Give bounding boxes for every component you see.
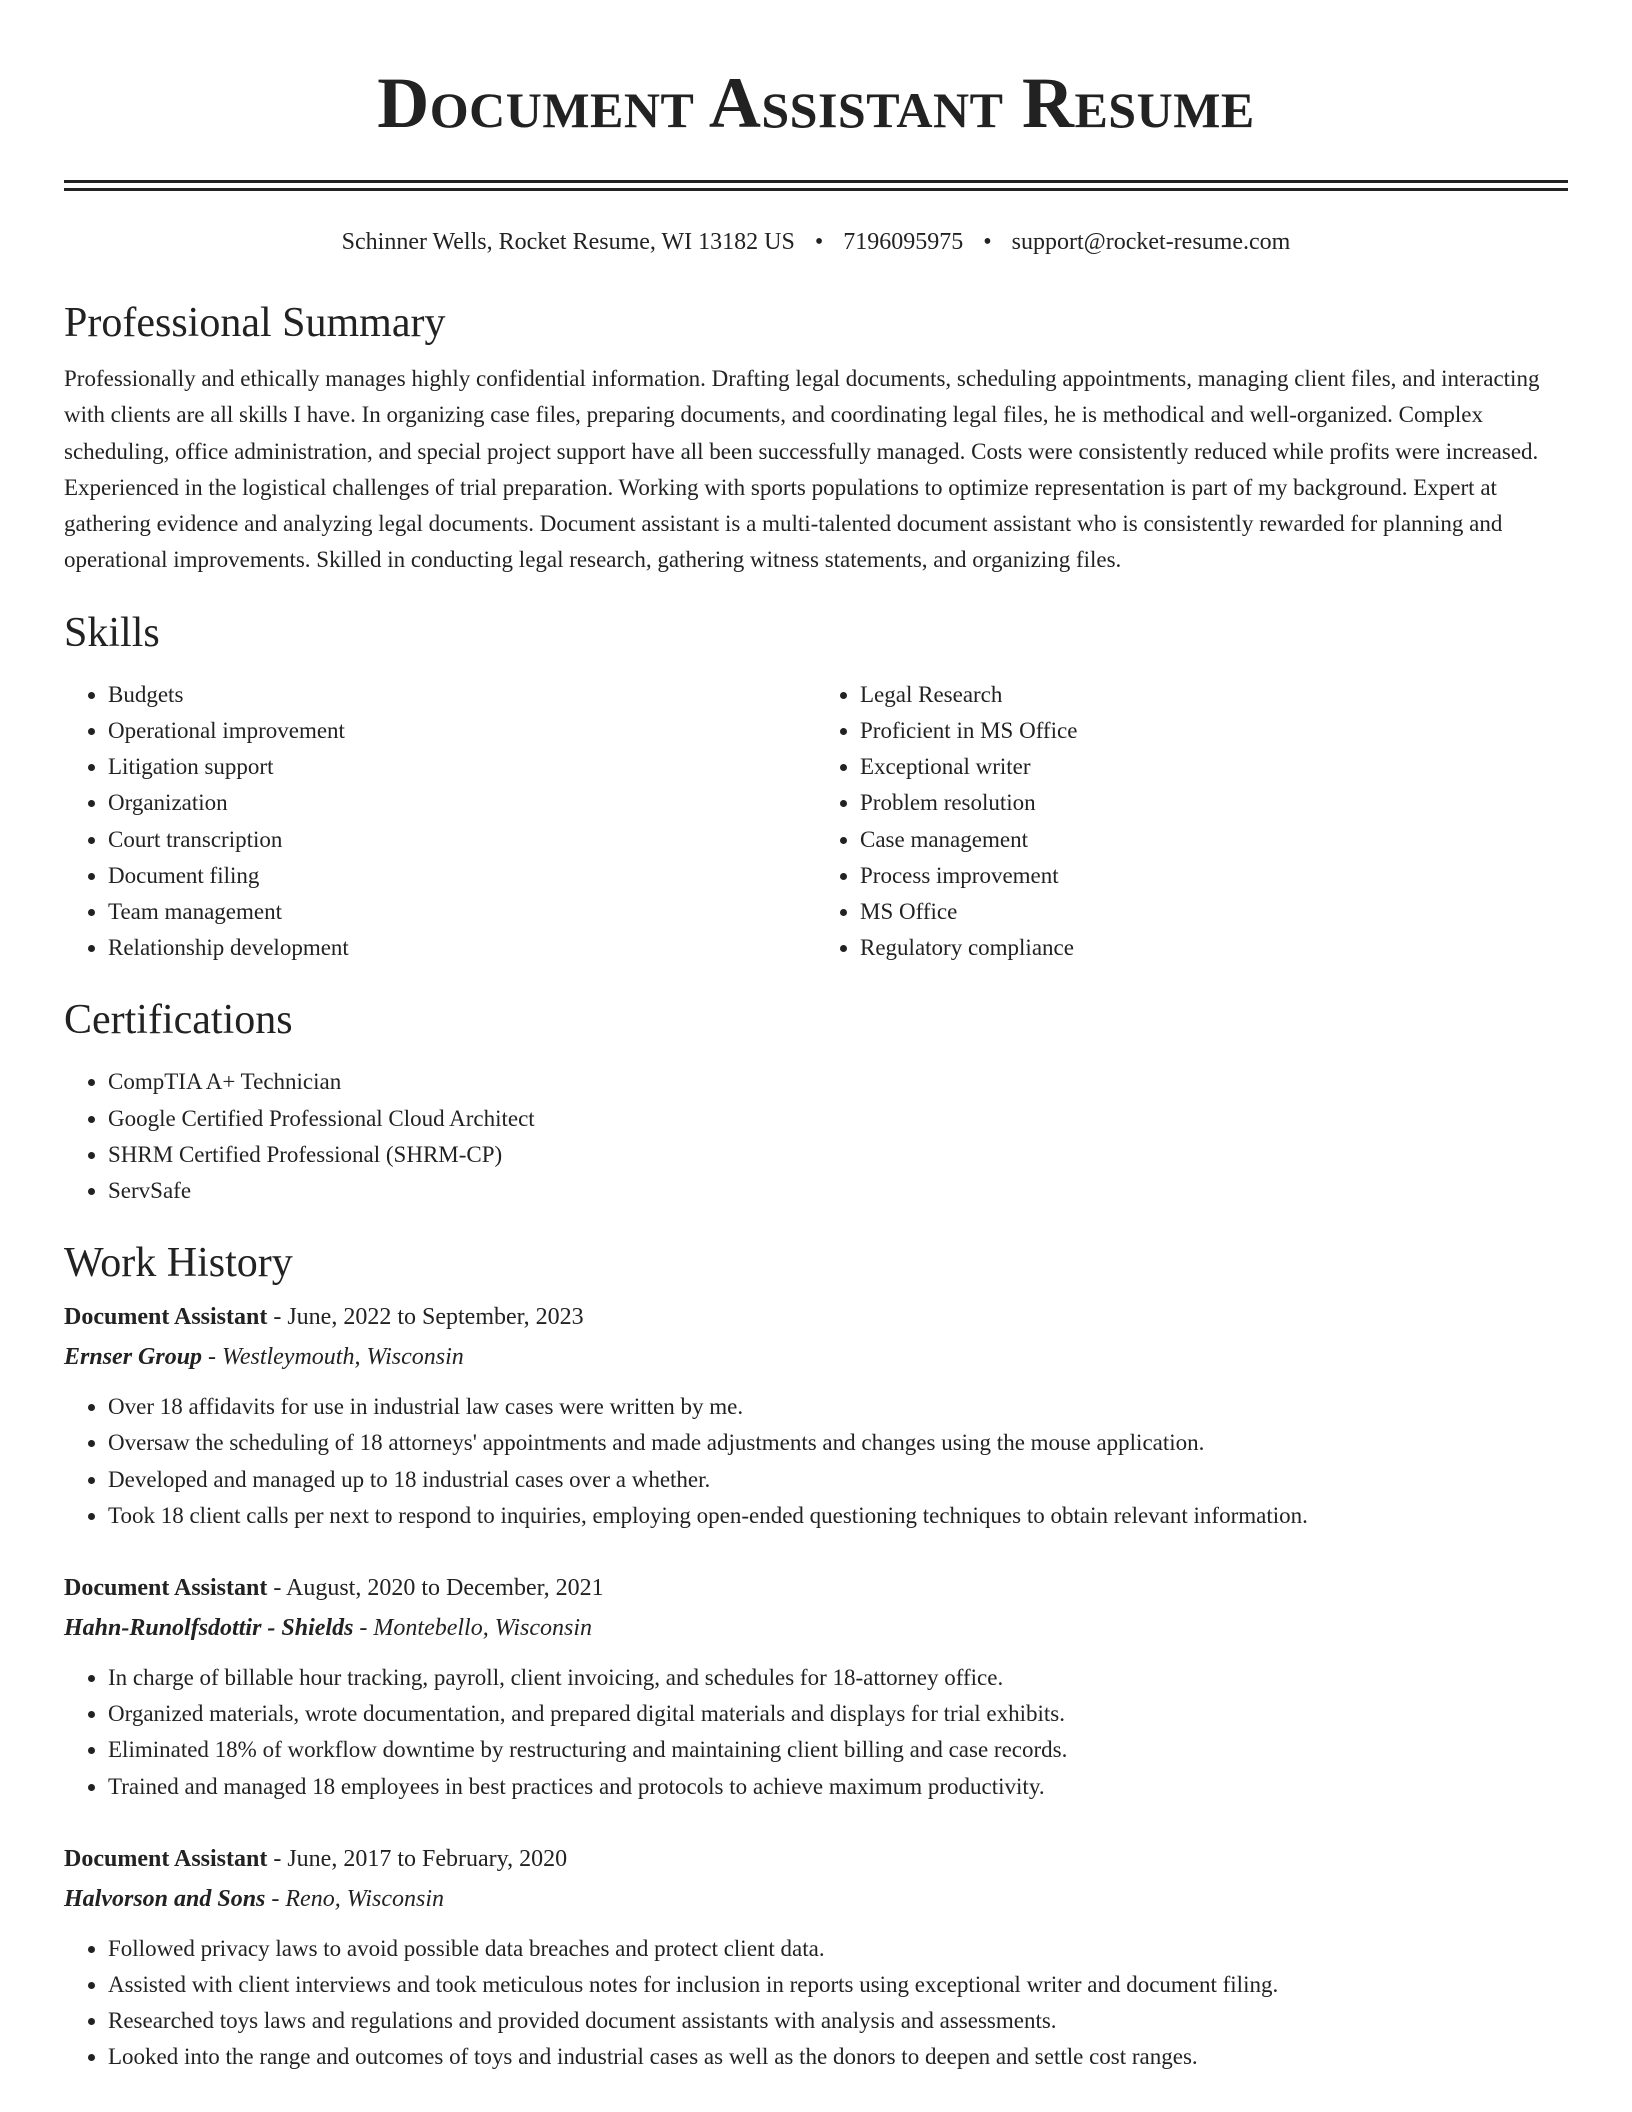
skill-item: • Process improvement (860, 858, 1568, 894)
job-entry (64, 1839, 1568, 2076)
job-employer-line (64, 1608, 1568, 1648)
skill-item: • Relationship development (108, 930, 816, 966)
job-duty: • Oversaw the scheduling of 18 attorneys' appointments and made adjustments and changes using the mouse application. (108, 1425, 1568, 1461)
job-entry (64, 1568, 1568, 1805)
contact-separator: • (983, 229, 992, 255)
skill-item: • Case management (860, 822, 1568, 858)
skill-item: • Team management (108, 894, 816, 930)
job-duty: • Organized materials, wrote documentation, and prepared digital materials and displays for trial exhibits. (108, 1696, 1568, 1732)
summary-text: Professionally and ethically manages highly confidential information. Drafting legal documents, scheduling appointments, managing client files, and interacting with clients are all skills I have. In organizing case files, preparing documents, and coordinating legal files, he is methodical and well-organized. Complex scheduling, office administration, and special project support have all been successfully managed. Costs were consistently reduced while profits were increased. Experienced in the logistical challenges of trial preparation. Working with sports populations to optimize representation is part of my background. Expert at gathering evidence and analyzing legal documents. Document assistant is a multi-talented document assistant who is consistently rewarded for planning and operational improvements. Skilled in conducting legal research, gathering witness statements, and organizing files. (64, 366, 1540, 573)
skill-item: • Proficient in MS Office (860, 713, 1568, 749)
skill-item: • Litigation support (108, 749, 816, 785)
job-employer: Ernser Group (64, 1344, 203, 1371)
skills-columns (64, 677, 1568, 967)
summary-heading: Professional Summary (64, 300, 446, 346)
job-duty: • Researched toys laws and regulations and provided document assistants with analysis and assessments. (108, 2003, 1568, 2039)
skill-item: • Problem resolution (860, 785, 1568, 821)
job-title: Document Assistant (64, 1845, 268, 1872)
job-dates: - June, 2017 to February, 2020 (267, 1845, 568, 1872)
certification-item: • CompTIA A+ Technician (108, 1064, 1568, 1100)
contact-line (64, 227, 1568, 257)
work-history-heading: Work History (64, 1240, 293, 1287)
job-duty: • Over 18 affidavits for use in industrial law cases were written by me. (108, 1389, 1568, 1425)
resume-title: Document Assistant Resume (377, 63, 1255, 143)
job-title-line (64, 1839, 1568, 1879)
job-location: - Westleymouth, Wisconsin (202, 1344, 464, 1371)
certification-item: • SHRM Certified Professional (SHRM-CP) (108, 1137, 1568, 1173)
job-title: Document Assistant (64, 1575, 268, 1602)
contact-separator: • (814, 229, 824, 255)
skill-item: • Document filing (108, 858, 816, 894)
job-location: - Reno, Wisconsin (265, 1885, 445, 1912)
job-title: Document Assistant (64, 1304, 268, 1331)
job-employer: Halvorson and Sons (64, 1885, 266, 1912)
skills-list-right (816, 677, 1568, 967)
job-employer-line (64, 1879, 1568, 1919)
skill-item: • Regulatory compliance (860, 930, 1568, 966)
job-duty: • Followed privacy laws to avoid possible data breaches and protect client data. (108, 1931, 1568, 1967)
skills-heading: Skills (64, 609, 160, 656)
job-title-line (64, 1568, 1568, 1608)
skill-item: • Organization (108, 785, 816, 821)
job-location: - Montebello, Wisconsin (353, 1615, 593, 1642)
skill-item: • MS Office (860, 894, 1568, 930)
job-duties-list (64, 1931, 1568, 2076)
certification-item: • ServSafe (108, 1173, 1568, 1209)
contact-address: Schinner Wells, Rocket Resume, WI 13182 US (341, 229, 795, 255)
job-duty: • Trained and managed 18 employees in best practices and protocols to achieve maximum productivity. (108, 1769, 1568, 1805)
job-duty: • In charge of billable hour tracking, payroll, client invoicing, and schedules for 18-attorney office. (108, 1660, 1568, 1696)
skills-list-left (64, 677, 816, 967)
job-duties-list (64, 1660, 1568, 1805)
job-dates: - August, 2020 to December, 2021 (267, 1575, 604, 1602)
contact-phone: 7196095975 (843, 229, 964, 255)
certification-item: • Google Certified Professional Cloud Architect (108, 1101, 1568, 1137)
job-title-line (64, 1297, 1568, 1337)
certifications-heading: Certifications (64, 997, 293, 1044)
job-employer-line (64, 1337, 1568, 1377)
job-employer: Hahn-Runolfsdottir - Shields (64, 1615, 354, 1642)
skill-item: • Budgets (108, 677, 816, 713)
job-duties-list (64, 1389, 1568, 1534)
skill-item: • Court transcription (108, 822, 816, 858)
job-dates: - June, 2022 to September, 2023 (267, 1304, 584, 1331)
job-duty: • Assisted with client interviews and took meticulous notes for inclusion in reports using exceptional writer and document filing. (108, 1967, 1568, 2003)
job-duty: • Took 18 client calls per next to respond to inquiries, employing open-ended questioning techniques to obtain relevant information. (108, 1498, 1568, 1534)
skill-item: • Exceptional writer (860, 749, 1568, 785)
title-double-rule (64, 180, 1568, 191)
certifications-list (64, 1064, 1568, 1209)
job-duty: • Eliminated 18% of workflow downtime by restructuring and maintaining client billing and case records. (108, 1732, 1568, 1768)
skill-item: • Legal Research (860, 677, 1568, 713)
job-duty: • Looked into the range and outcomes of toys and industrial cases as well as the donors to deepen and settle cost ranges. (108, 2039, 1568, 2075)
contact-email: support@rocket-resume.com (1011, 229, 1291, 255)
job-duty: • Developed and managed up to 18 industrial cases over a whether. (108, 1462, 1568, 1498)
skill-item: • Operational improvement (108, 713, 816, 749)
job-entry (64, 1297, 1568, 1534)
